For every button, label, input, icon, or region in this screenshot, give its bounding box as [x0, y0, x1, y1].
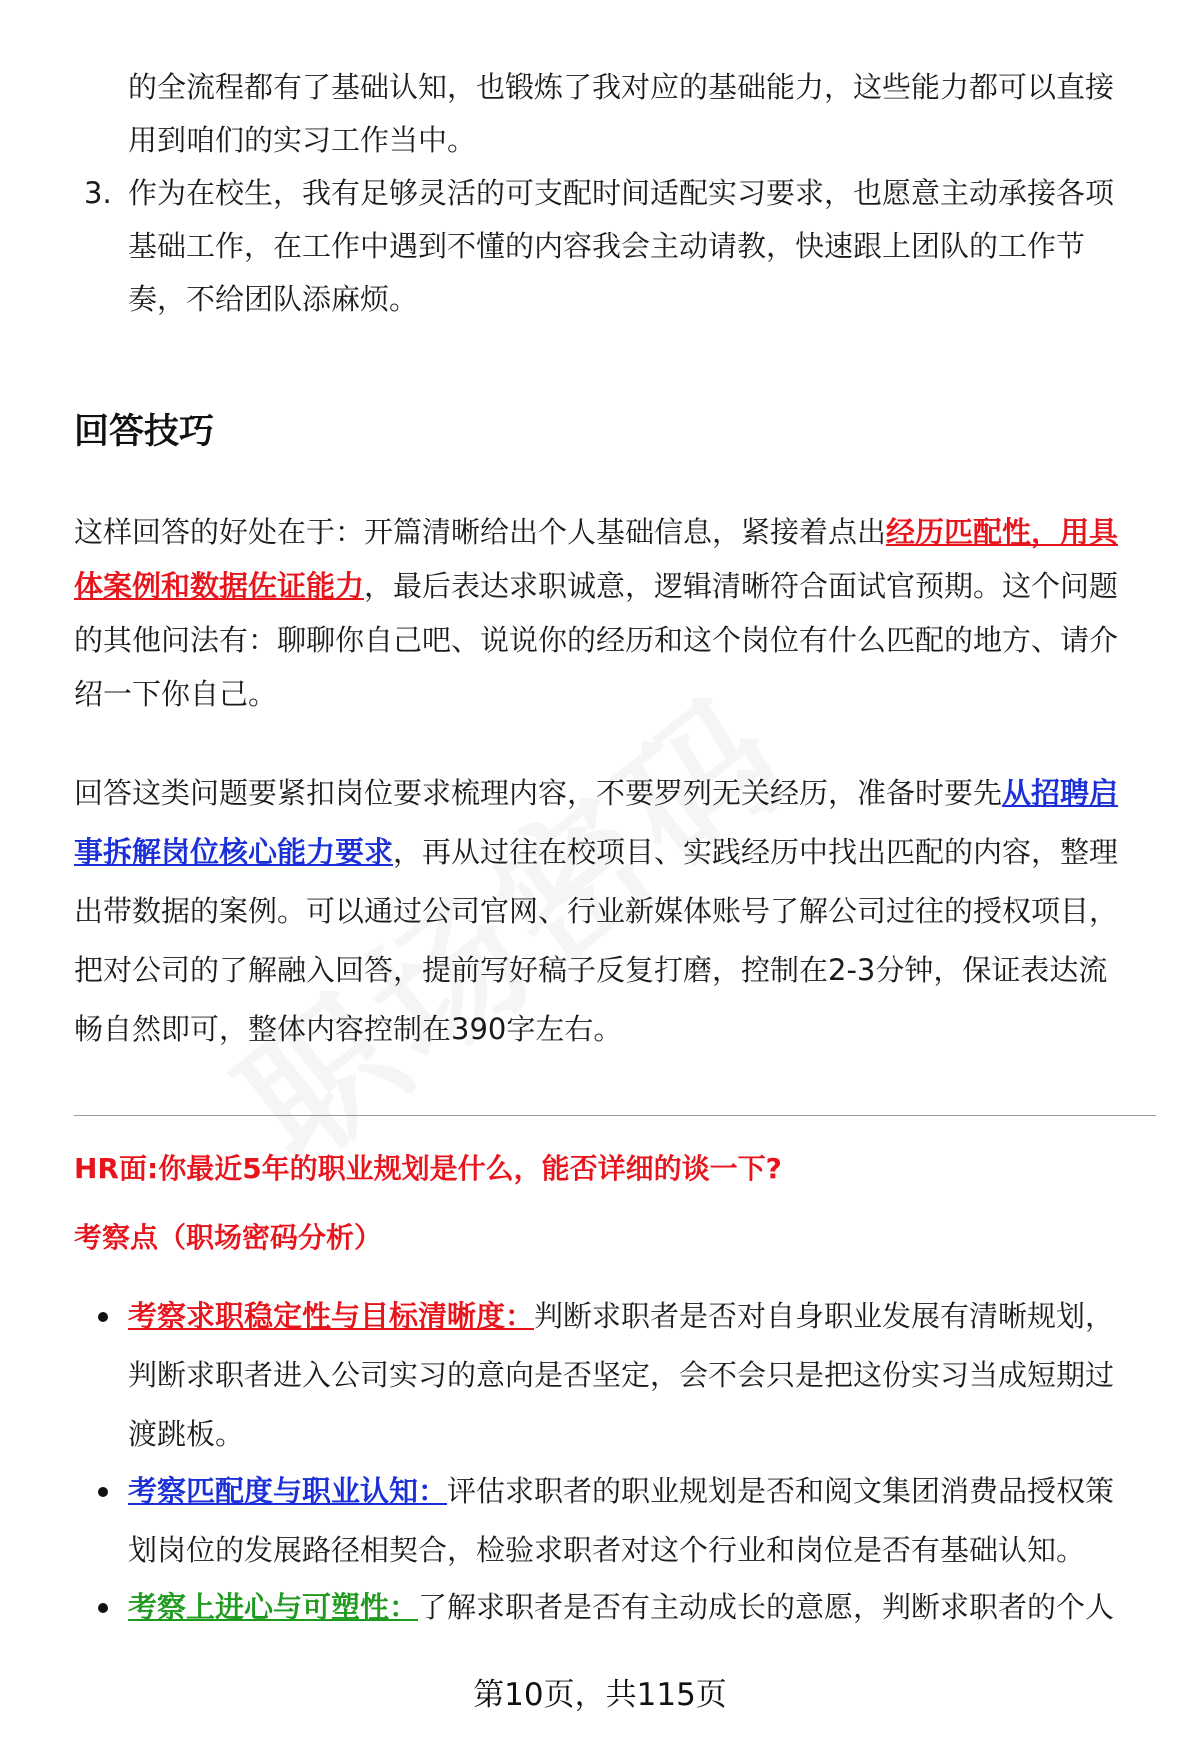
- tips-paragraph-line: 把对公司的了解融入回答，提前写好稿子反复打磨，控制在2-3分钟，保证表达流: [74, 953, 1108, 987]
- tips-paragraph-line: 绍一下你自己。: [74, 677, 278, 711]
- subheading: 考察点（职场密码分析）: [74, 1221, 383, 1254]
- tips-paragraph-line: [74, 557, 1156, 616]
- divider: [74, 1115, 1156, 1116]
- bullet-label: 考察求职稳定性与目标清晰度：: [128, 1299, 535, 1333]
- text: 判断求职者是否对自身职业发展有清晰规划，: [534, 1299, 1115, 1333]
- page-number: 第10页，共115页: [473, 1677, 727, 1713]
- bullet-label: 考察上进心与可塑性：: [128, 1590, 419, 1624]
- list-item-text: 基础工作，在工作中遇到不懂的内容我会主动请教，快速跟上团队的工作节: [128, 229, 1086, 263]
- text: ，最后表达求职诚意，逻辑清晰符合面试官预期。这个问题: [364, 569, 1119, 603]
- bullet-line: [128, 1578, 1144, 1637]
- text: 回答这类问题要紧扣岗位要求梳理内容，不要罗列无关经历，准备时要先: [74, 776, 1003, 810]
- intro-line: 的全流程都有了基础认知，也锻炼了我对应的基础能力，这些能力都可以直接: [128, 70, 1115, 104]
- bullet-line: 划岗位的发展路径相契合，检验求职者对这个行业和岗位是否有基础认知。: [128, 1533, 1086, 1567]
- bullet-dot: [98, 1603, 108, 1613]
- bullet-dot: [98, 1487, 108, 1497]
- text: 了解求职者是否有主动成长的意愿，判断求职者的个人: [418, 1590, 1115, 1624]
- tips-paragraph-line: 的其他问法有：聊聊你自己吧、说说你的经历和这个岗位有什么匹配的地方、请介: [74, 623, 1119, 657]
- text: 评估求职者的职业规划是否和阅文集团消费品授权策: [447, 1474, 1115, 1508]
- text: 这样回答的好处在于：开篇清晰给出个人基础信息，紧接着点出: [74, 515, 887, 549]
- tips-paragraph-line: [74, 503, 1156, 562]
- highlight-blue: 从招聘启: [1002, 776, 1119, 810]
- list-number: 3.: [84, 176, 112, 210]
- tips-paragraph-line: [74, 823, 1156, 882]
- bullet-line: [128, 1462, 1144, 1521]
- tips-paragraph-line: 出带数据的案例。可以通过公司官网、行业新媒体账号了解公司过往的授权项目，: [74, 894, 1119, 928]
- list-item-text: 作为在校生，我有足够灵活的可支配时间适配实习要求，也愿意主动承接各项: [128, 176, 1115, 210]
- highlight-red: 体案例和数据佐证能力: [74, 569, 365, 603]
- question-title: HR面:你最近5年的职业规划是什么，能否详细的谈一下?: [74, 1152, 782, 1185]
- bullet-line: 渡跳板。: [128, 1417, 245, 1451]
- intro-line: 用到咱们的实习工作当中。: [128, 123, 477, 157]
- highlight-red: 经历匹配性，用具: [886, 515, 1119, 549]
- bullet-label: 考察匹配度与职业认知：: [128, 1474, 448, 1508]
- bullet-line: 判断求职者进入公司实习的意向是否坚定，会不会只是把这份实习当成短期过: [128, 1358, 1115, 1392]
- bullet-line: [128, 1287, 1144, 1346]
- highlight-blue: 事拆解岗位核心能力要求: [74, 835, 394, 869]
- list-item-text: 奏，不给团队添麻烦。: [128, 282, 419, 316]
- text: ，再从过往在校项目、实践经历中找出匹配的内容，整理: [393, 835, 1119, 869]
- tips-paragraph-line: 畅自然即可，整体内容控制在390字左右。: [74, 1012, 623, 1046]
- tips-paragraph-line: [74, 764, 1156, 823]
- section-heading: 回答技巧: [74, 412, 215, 452]
- bullet-dot: [98, 1312, 108, 1322]
